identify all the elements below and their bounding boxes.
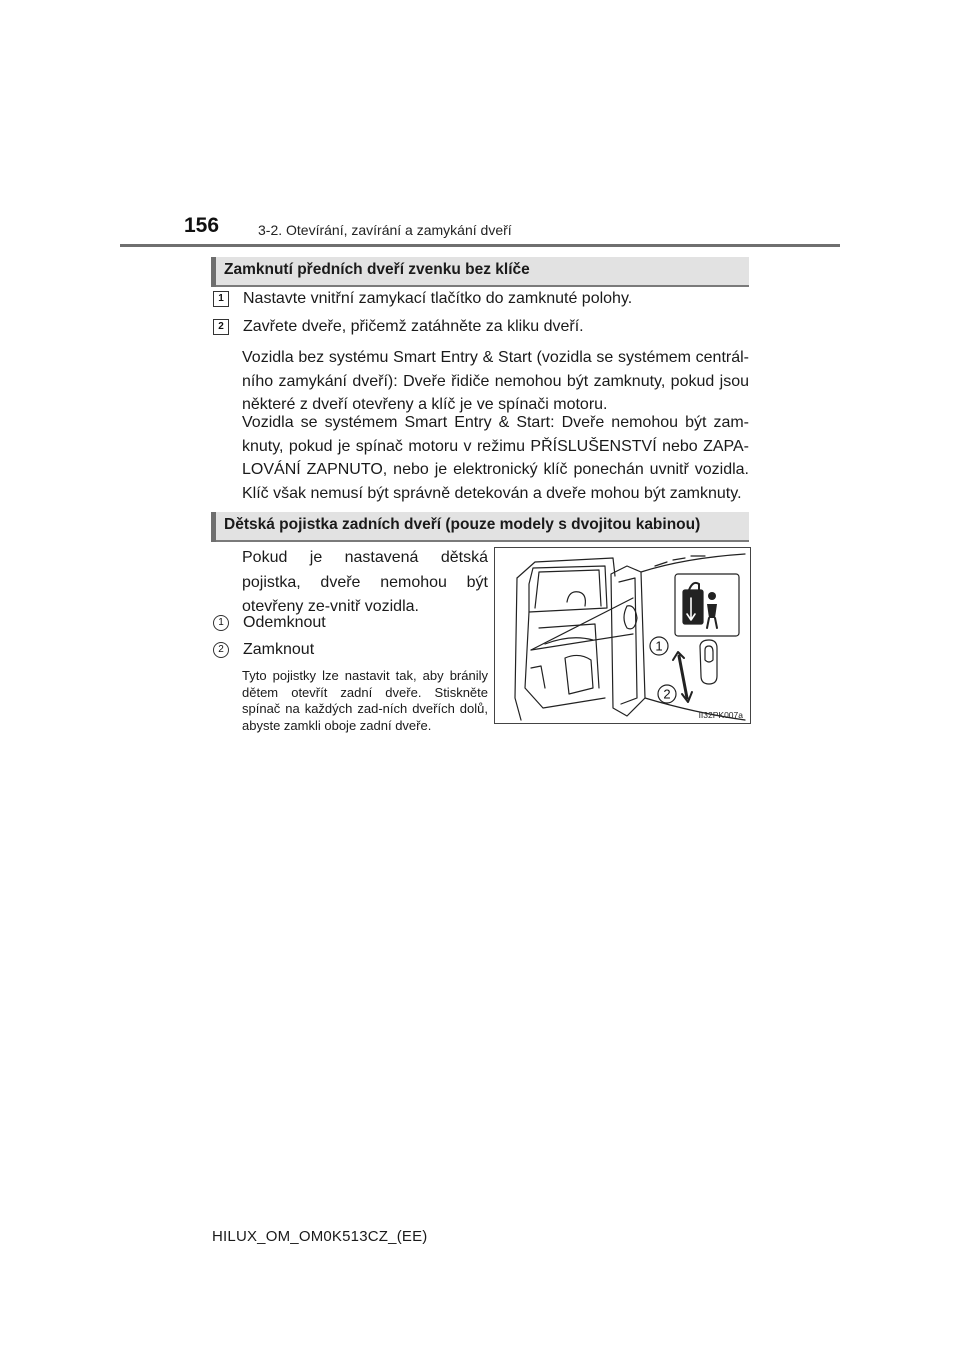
callout-2: 2: [663, 686, 671, 702]
heading-child-lock: [211, 512, 749, 542]
heading-lock-front-doors: [211, 257, 749, 287]
step-badge: 1: [213, 291, 229, 307]
step-text: Nastavte vnitřní zamykací tlačítko do zamknuté polohy.: [243, 290, 633, 307]
door-drawing: [495, 548, 750, 723]
page-number: 156: [184, 214, 220, 237]
step-2: [213, 318, 584, 336]
header-rule: [120, 244, 840, 247]
step-1: [213, 290, 632, 308]
item-text: Zamknout: [243, 641, 315, 658]
child-lock-note: Tyto pojistky lze nastavit tak, aby bránily dětem otevřít zadní dveře. Stiskněte spínač na každých zad-ních dveřích dolů, abyste zamkli oboje zadní dveře.: [242, 668, 488, 733]
heading-text: Zamknutí předních dveří zvenku bez klíče: [224, 261, 530, 278]
item-text: Odemknout: [243, 614, 326, 631]
paragraph-child-lock-intro: Pokud je nastavená dětská pojistka, dveře nemohou být otevřeny ze-vnitř vozidla.: [242, 549, 488, 615]
footer-doc-code: HILUX_OM_OM0K513CZ_(EE): [212, 1228, 428, 1245]
paragraph-no-smart-entry: Vozidla bez systému Smart Entry & Start (vozidla se systémem centrál-ního zamykání dveří): Dveře řidiče nemohou být zamknuty, pokud jsou některé z dveří otevřeny a klíč je ve spínači motoru.: [242, 349, 749, 413]
child-lock-illustration: [494, 547, 751, 724]
heading-text: Dětská pojistka zadních dveří (pouze modely s dvojitou kabinou): [224, 516, 701, 533]
list-item-lock: [213, 641, 314, 659]
paragraph-smart-entry: Vozidla se systémem Smart Entry & Start: Dveře nemohou být zam-knuty, pokud je spínač motoru v režimu PŘÍSLUŠENSTVÍ nebo ZAPA-LOVÁNÍ ZAPNUTO, nebo je elektronický klíč ponechán uvnitř vozidla. Klíč však nemusí být správně detekován a dveře mohou být zamknuty.: [242, 414, 749, 502]
section-title: 3-2. Otevírání, zavírání a zamykání dveří: [258, 222, 512, 238]
figure-code: II32PK007a: [698, 710, 743, 720]
step-badge: 2: [213, 319, 229, 335]
step-text: Zavřete dveře, přičemž zatáhněte za kliku dveří.: [243, 318, 584, 335]
item-number: 2: [213, 642, 229, 658]
item-number: 1: [213, 615, 229, 631]
list-item-unlock: [213, 614, 326, 632]
callout-1: 1: [655, 638, 663, 654]
